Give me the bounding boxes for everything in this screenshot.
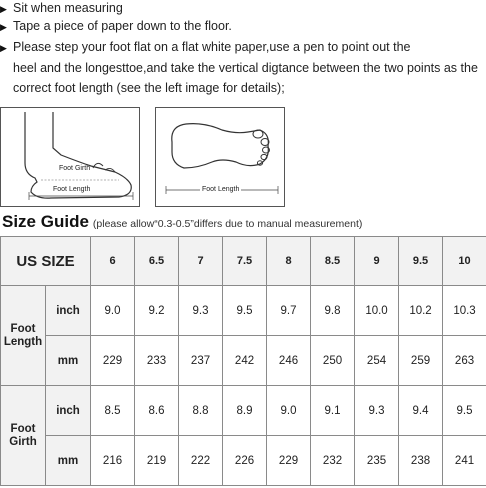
unit-label: inch bbox=[46, 386, 91, 436]
size-header-cell: 10 bbox=[443, 237, 486, 286]
size-value-cell: 259 bbox=[399, 336, 443, 386]
size-value-cell: 238 bbox=[399, 436, 443, 486]
size-guide-table bbox=[0, 236, 486, 486]
size-header-cell: 7.5 bbox=[223, 237, 267, 286]
instruction-continuation: heel and the longesttoe,and take the vertical digtance between the two points as the bbox=[13, 61, 478, 75]
size-value-cell: 8.9 bbox=[223, 386, 267, 436]
unit-label: mm bbox=[46, 436, 91, 486]
table-row bbox=[1, 386, 486, 436]
size-header-cell: 6.5 bbox=[135, 237, 179, 286]
table-row bbox=[1, 436, 486, 486]
size-guide-body bbox=[1, 237, 486, 486]
size-value-cell: 9.4 bbox=[399, 386, 443, 436]
size-guide-note: (please allow“0.3-0.5”differs due to manual measurement) bbox=[92, 218, 363, 230]
size-value-cell: 216 bbox=[91, 436, 135, 486]
size-value-cell: 9.5 bbox=[443, 386, 486, 436]
size-value-cell: 233 bbox=[135, 336, 179, 386]
instruction-text: Sit when measuring bbox=[13, 1, 123, 15]
size-header-cell: 7 bbox=[179, 237, 223, 286]
size-value-cell: 9.8 bbox=[311, 286, 355, 336]
instruction-item bbox=[0, 39, 411, 56]
size-value-cell: 219 bbox=[135, 436, 179, 486]
size-value-cell: 263 bbox=[443, 336, 486, 386]
size-value-cell: 232 bbox=[311, 436, 355, 486]
size-value-cell: 9.3 bbox=[179, 286, 223, 336]
group-label-line: Length bbox=[3, 335, 43, 348]
size-value-cell: 9.3 bbox=[355, 386, 399, 436]
size-value-cell: 222 bbox=[179, 436, 223, 486]
size-guide-heading bbox=[2, 212, 362, 232]
size-value-cell: 9.0 bbox=[91, 286, 135, 336]
size-value-cell: 9.7 bbox=[267, 286, 311, 336]
size-value-cell: 9.1 bbox=[311, 386, 355, 436]
instruction-text: Please step your foot flat on a flat white paper,use a pen to point out the bbox=[13, 40, 411, 54]
size-header-cell: 6 bbox=[91, 237, 135, 286]
unit-label: mm bbox=[46, 336, 91, 386]
size-value-cell: 246 bbox=[267, 336, 311, 386]
unit-label: inch bbox=[46, 286, 91, 336]
size-value-cell: 229 bbox=[91, 336, 135, 386]
size-value-cell: 241 bbox=[443, 436, 486, 486]
foot-side-view-figure bbox=[0, 107, 140, 207]
foot-length-label: Foot Length bbox=[202, 186, 240, 193]
size-header-row bbox=[1, 237, 486, 286]
size-value-cell: 8.6 bbox=[135, 386, 179, 436]
size-value-cell: 235 bbox=[355, 436, 399, 486]
size-value-cell: 10.0 bbox=[355, 286, 399, 336]
size-header-cell: 8.5 bbox=[311, 237, 355, 286]
size-value-cell: 9.5 bbox=[223, 286, 267, 336]
size-header-cell: 8 bbox=[267, 237, 311, 286]
size-value-cell: 8.5 bbox=[91, 386, 135, 436]
size-header-cell: 9.5 bbox=[399, 237, 443, 286]
measurement-group-label bbox=[1, 286, 46, 386]
size-value-cell: 9.0 bbox=[267, 386, 311, 436]
size-value-cell: 237 bbox=[179, 336, 223, 386]
size-value-cell: 242 bbox=[223, 336, 267, 386]
group-label-line: Foot bbox=[10, 422, 36, 435]
instruction-item bbox=[0, 0, 123, 17]
group-label-line: Foot bbox=[10, 322, 36, 335]
table-row bbox=[1, 286, 486, 336]
size-value-cell: 250 bbox=[311, 336, 355, 386]
group-label-line: Girth bbox=[9, 435, 37, 448]
instruction-item bbox=[0, 18, 232, 35]
size-value-cell: 10.3 bbox=[443, 286, 486, 336]
size-value-cell: 254 bbox=[355, 336, 399, 386]
size-value-cell: 8.8 bbox=[179, 386, 223, 436]
table-row bbox=[1, 336, 486, 386]
instruction-text: Tape a piece of paper down to the floor. bbox=[13, 19, 232, 33]
size-value-cell: 229 bbox=[267, 436, 311, 486]
triangle-right-icon: ▶ bbox=[0, 43, 7, 53]
triangle-right-icon: ▶ bbox=[0, 4, 7, 14]
size-value-cell: 10.2 bbox=[399, 286, 443, 336]
size-value-cell: 9.2 bbox=[135, 286, 179, 336]
size-header-cell: 9 bbox=[355, 237, 399, 286]
instruction-continuation: correct foot length (see the left image for details); bbox=[13, 81, 285, 95]
measurement-group-label bbox=[1, 386, 46, 486]
us-size-header: US SIZE bbox=[1, 237, 91, 286]
size-value-cell: 226 bbox=[223, 436, 267, 486]
triangle-right-icon: ▶ bbox=[0, 22, 7, 32]
foot-length-label: Foot Length bbox=[53, 186, 91, 193]
foot-top-view-figure bbox=[155, 107, 285, 207]
measurement-figures bbox=[0, 107, 486, 205]
size-guide-title: Size Guide bbox=[2, 212, 89, 231]
foot-girth-label: Foot Girth bbox=[59, 165, 91, 172]
